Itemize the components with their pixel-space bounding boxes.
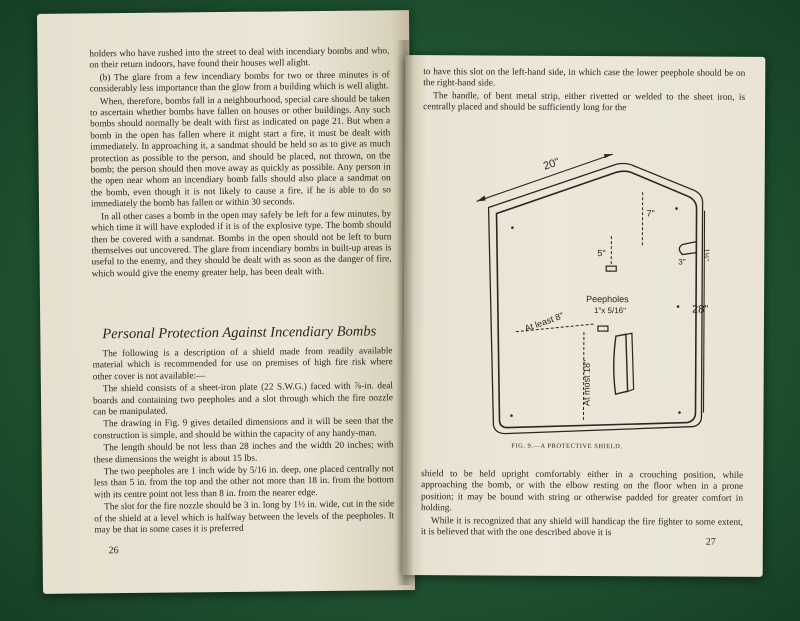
top-gap-label: 7": [646, 208, 655, 219]
at-most-label: At most 18": [581, 359, 592, 407]
slot-width-label: 1½": [702, 248, 710, 261]
nozzle-slot: [679, 241, 696, 254]
paragraph: shield to be held upright comfortably either in a crouching position, while approaching the bomb, or with the elbow resting on the floor when in a prone position; it may be bound with string or otherwise padded for greater comfort in holding.: [420, 469, 744, 514]
paragraph: When, therefore, bombs fall in a neighbourhood, special care should be taken to ascertain whether bombs have fallen on houses or other buildings. Any such bombs should normally be dealt with first as indicated on page 21. But when a bomb in the open has fallen where it might start a fire, it must be dealt with immediately. In approaching it, a sandmat should be held so as to give as much protection as possible to the person, and should be placed, not thrown, on the bomb; the person should then move away as quickly as possible. Any person in the open near whom an incendiary bomb falls should also place a sandmat on the bomb, even though it is not likely to cause a fire, if he is able to do so immediately the bomb has fallen or within 30 seconds.: [89, 93, 391, 210]
arrowhead: [604, 154, 613, 158]
shield-diagram: [465, 135, 712, 436]
rivet: [510, 414, 513, 417]
right-page: [403, 55, 766, 577]
right-page-top-text: [423, 67, 745, 116]
handle: [614, 334, 628, 394]
left-page-bottom-text: [92, 346, 394, 538]
paragraph: While it is recognized that any shield will handicap the fire fighter to some extent, it is believed that with the one described above it is: [420, 515, 743, 539]
lower-peephole: [598, 326, 608, 331]
page-number: 27: [705, 536, 716, 548]
width-label: 20": [541, 156, 562, 173]
arrowhead: [477, 195, 486, 201]
paragraph: The length should be not less than 28 inches and the width 20 inches; with these dimensions the weight is about 15 lbs.: [93, 440, 394, 466]
shield-drawing: [465, 135, 712, 436]
rivet: [678, 411, 681, 414]
section-heading: Personal Protection Against Incendiary Bombs: [102, 323, 377, 343]
figure-caption: FIG. 9.—A PROTECTIVE SHIELD.: [511, 442, 623, 451]
slot-depth-label: 3": [678, 257, 686, 267]
paragraph: The handle, of bent metal strip, either rivetted or welded to the sheet iron, is centrally placed and should be sufficiently long for the: [423, 91, 746, 114]
peephole-size-label: 1"x 5/16": [594, 306, 626, 316]
paragraph: to have this slot on the left-hand side, in which case the lower peephole should be on the right-hand side.: [423, 67, 746, 89]
paragraph: The drawing in Fig. 9 gives detailed dimensions and it will be seen that the construction is simple, and should be within the capacity of any handy-man.: [93, 416, 394, 442]
left-page-top-text: [89, 46, 391, 281]
rivet: [675, 207, 678, 210]
at-least-label: At least 8": [523, 310, 565, 334]
rivet: [511, 226, 514, 229]
paragraph: The two peepholes are 1 inch wide by 5/16 in. deep, one placed centrally not less than 5 in. from the top and the other not more than 18 in. from the bottom with its centre point not less than 8 in. from the nearer edge.: [93, 464, 394, 501]
rivet: [677, 305, 680, 308]
paragraph: In all other cases a bomb in the open may safely be left for a few minutes, by which time it will have exploded if it is of the explosive type. The bomb should then be covered with a sandmat. Bombs in the open should not be left to burn themselves out uncovered. The glare from incendiary bombs in built-up areas is useful to the enemy, and they should be dealt with as soon as the danger of fire, which would give the enemy greater help, has been dealt with.: [91, 208, 392, 280]
peepholes-label: Peepholes: [586, 294, 629, 305]
paragraph: The slot for the fire nozzle should be 3 in. long by 1½ in. wide, cut in the side of the shield at a level which is halfway between the levels of the peepholes. It may be that in some cases it is preferred: [94, 499, 395, 536]
paragraph: The shield consists of a sheet-iron plate (22 S.W.G.) faced with ⅞-in. deal boards and containing two peepholes and a slot through which the fire nozzle can be manipulated.: [92, 381, 394, 418]
paragraph: The following is a description of a shield made from readily available material which is recommended for use on premises of high fire risk where other cover is not available:—: [92, 346, 393, 383]
paragraph: (b) The glare from a few incendiary bombs for two or three minutes is of considerably less importance than the glow from a building which is well alight.: [89, 70, 390, 95]
height-label: 28": [692, 303, 709, 316]
left-page: [37, 10, 415, 594]
right-page-bottom-text: [421, 469, 743, 541]
page-number: 26: [108, 545, 119, 557]
paragraph: holders who have rushed into the street to deal with incendiary bombs and who, on their return indoors, have found their houses well alight.: [89, 46, 390, 71]
peephole-gap-label: 5": [597, 248, 606, 259]
upper-peephole: [606, 266, 616, 271]
